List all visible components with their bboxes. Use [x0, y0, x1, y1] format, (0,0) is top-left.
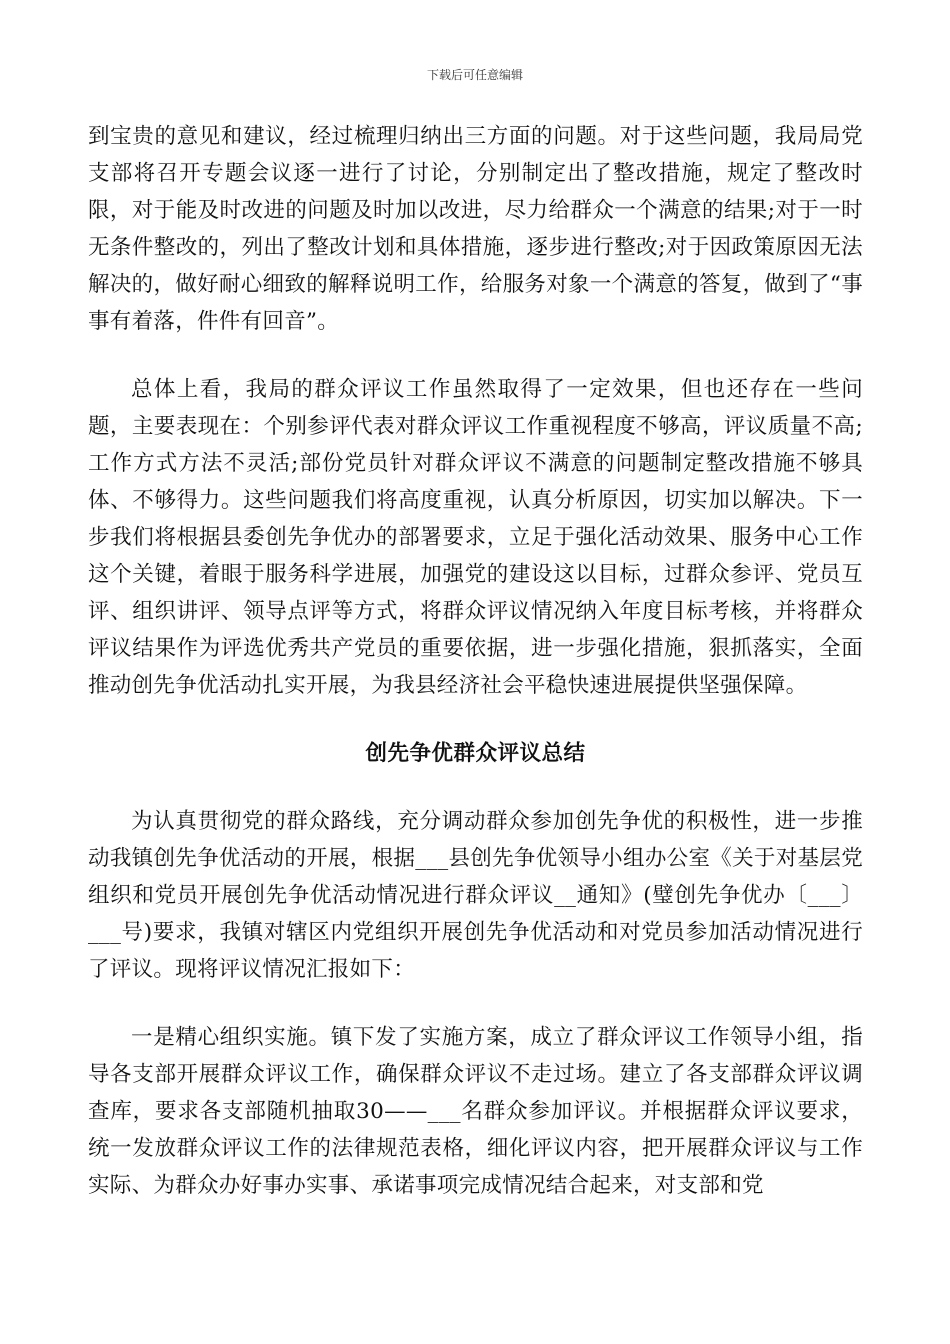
document-body: [88, 118, 863, 1204]
paragraph-summary: 总体上看，我局的群众评议工作虽然取得了一定效果，但也还存在一些问题，主要表现在：个别参评代表对群众评议工作重视程度不够高，评议质量不高;工作方式方法不灵活;部份党员针对群众评议不满意的问题制定整改措施不够具体、不够得力。这些问题我们将高度重视，认真分析原因，切实加以解决。下一步我们将根据县委创先争优办的部署要求，立足于强化活动效果、服务中心工作这个关键，着眼于服务科学进展，加强党的建设这以目标，过群众参评、党员互评、组织讲评、领导点评等方式，将群众评议情况纳入年度目标考核，并将群众评议结果作为评选优秀共产党员的重要依据，进一步强化措施，狠抓落实，全面推动创先争优活动扎实开展，为我县经济社会平稳快速进展提供坚强保障。: [88, 377, 863, 698]
paragraph-gap: [88, 340, 863, 371]
paragraph-continuation: 到宝贵的意见和建议，经过梳理归纳出三方面的问题。对于这些问题，我局局党支部将召开专题会议逐一进行了讨论，分别制定出了整改措施，规定了整改时限，对于能及时改进的问题及时加以改进，尽力给群众一个满意的结果;对于一时无条件整改的，列出了整改计划和具体措施，逐步进行整改;对于因政策原因无法解决的，做好耐心细致的解释说明工作，给服务对象一个满意的答复，做到了“事事有着落，件件有回音”。: [88, 124, 863, 334]
paragraph-gap: [88, 988, 863, 1019]
paragraph-item-one: 一是精心组织实施。镇下发了实施方案，成立了群众评议工作领导小组，指导各支部开展群众评议工作，确保群众评议不走过场。建立了各支部群众评议调查库，要求各支部随机抽取30——___名群众参加评议。并根据群众评议要求，统一发放群众评议工作的法律规范表格，细化评议内容，把开展群众评议与工作实际、为群众办好事办实事、承诺事项完成情况结合起来，对支部和党: [88, 1025, 863, 1198]
paragraph-gap: [88, 704, 863, 735]
paragraph-intro: 为认真贯彻党的群众路线，充分调动群众参加创先争优的积极性，进一步推动我镇创先争优活动的开展，根据___县创先争优领导小组办公室《关于对基层党组织和党员开展创先争优活动情况进行群众评议__通知》(璧创先争优办〔___〕___号)要求，我镇对辖区内党组织开展创先争优活动和对党员参加活动情况进行了评议。现将评议情况汇报如下：: [88, 809, 863, 982]
page-header: 下载后可任意编辑: [426, 68, 523, 82]
section-title: 创先争优群众评议总结: [365, 741, 586, 766]
paragraph-gap: [88, 772, 863, 803]
